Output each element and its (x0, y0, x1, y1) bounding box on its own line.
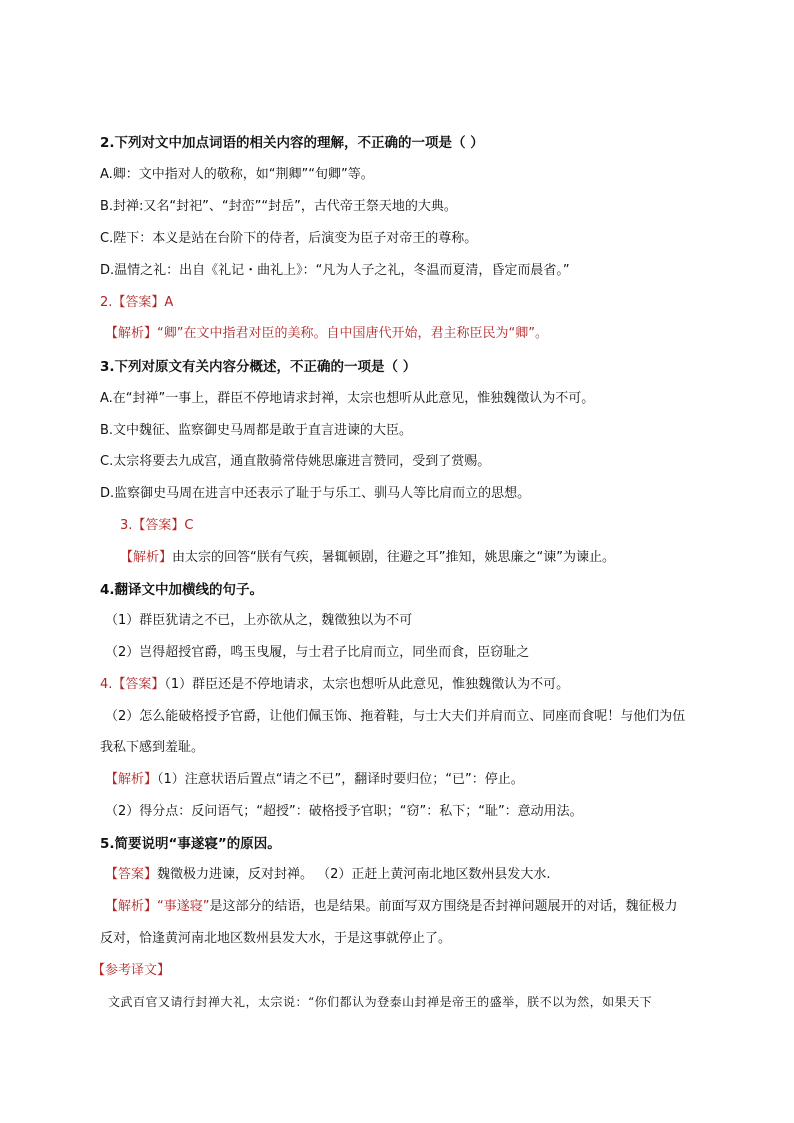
reference-text: 文武百官又请行封禅大礼，太宗说：“你们都认为登泰山封禅是帝王的盛举，朕不以为然，如果天下 (108, 995, 653, 1009)
answer-label: 【答案】 (105, 867, 158, 882)
question-4-answer-2b: 我私下感到羞耻。 (100, 740, 205, 755)
question-4-answer-2a: （2）怎么能破格授予官爵，让他们佩玉饰、拖着鞋，与士大夫们并肩而立、同座而食呢！与他们为伍 (105, 709, 686, 724)
analysis-quote: “事遂寝” (157, 899, 210, 914)
analysis-label: 【解析】 (105, 772, 158, 787)
analysis-text: 由太宗的回答“朕有气疾，暑辄顿剧，往避之耳”推知，姚思廉之“谏”为谏止。 (172, 550, 615, 565)
question-3-analysis (120, 549, 760, 567)
question-4-item-1: （1）群臣犹请之不已，上亦欲从之，魏徵独以为不可 (105, 613, 413, 628)
question-2-option-b: B.封禅:又名“封祀”、“封峦”“封岳”，古代帝王祭天地的大典。 (100, 199, 457, 214)
question-5-analysis-a (105, 898, 745, 916)
question-2-option-d: D.温情之礼：出自《礼记・曲礼上》：“凡为人子之礼，冬温而夏清，昏定而晨省。” (100, 263, 570, 278)
answer-text: （1）群臣还是不停地请求，太宗也想听从此意见，惟独魏徵认为不可。 (164, 677, 570, 692)
question-4-title: 4.翻译文中加横线的句子。 (100, 582, 264, 598)
question-5-answer (105, 866, 745, 884)
question-3-option-c: C.太宗将要去九成宫，通直散骑常侍姚思廉进言赞同，受到了赏赐。 (100, 454, 491, 469)
question-2-answer: 2.【答案】A (100, 295, 174, 310)
analysis-text: 是这部分的结语，也是结果。前面写双方围绕是否封禅问题展开的对话，魏征极力 (209, 899, 678, 914)
question-4-answer-1 (100, 676, 740, 694)
answer-text: 魏徵极力进谏，反对封禅。 （2）正赶上黄河南北地区数州县发大水. (157, 867, 551, 882)
reference-label: 【参考译文】 (92, 963, 171, 978)
question-2-option-c: C.陛下：本义是站在台阶下的侍者，后演变为臣子对帝王的尊称。 (100, 231, 478, 246)
question-5-title: 5.简要说明“事遂寝”的原因。 (100, 836, 281, 852)
question-4-item-2: （2）岂得超授官爵，鸣玉曳履，与士君子比肩而立，同坐而食，臣窃耻之 (105, 645, 530, 660)
question-3-option-b: B.文中魏征、监察御史马周都是敢于直言进谏的大臣。 (100, 423, 413, 438)
question-3-title: 3.下列对原文有关内容分概述，不正确的一项是（ ） (100, 359, 417, 375)
question-3-answer: 3.【答案】C (120, 518, 194, 533)
question-2-analysis (105, 325, 745, 343)
question-2-option-a: A.卿：文中指对人的敬称，如“荆卿”“旬卿”等。 (100, 167, 374, 182)
analysis-label: 【解析】 (105, 326, 158, 341)
answer-label: 4.【答案】 (100, 677, 165, 692)
question-4-analysis-1 (105, 771, 745, 789)
question-5-analysis-b: 反对，恰逢黄河南北地区数州县发大水，于是这事就停止了。 (100, 931, 452, 946)
question-3-option-a: A.在“封禅”一事上，群臣不停地请求封禅，太宗也想听从此意见，惟独魏徵认为不可。 (100, 391, 595, 406)
question-4-analysis-2: （2）得分点：反问语气；“超授”：破格授予官职；“窃”：私下；“耻”：意动用法。 (105, 804, 583, 819)
analysis-label: 【解析】 (105, 899, 158, 914)
analysis-text: （1）注意状语后置点“请之不已”，翻译时要归位；“已”：停止。 (157, 772, 524, 787)
analysis-label: 【解析】 (120, 550, 173, 565)
question-2-title: 2.下列对文中加点词语的相关内容的理解，不正确的一项是（ ） (100, 135, 484, 151)
analysis-text: “卿”在文中指君对臣的美称。自中国唐代开始，君主称臣民为“卿”。 (157, 326, 548, 341)
question-3-option-d: D.监察御史马周在进言中还表示了耻于与乐工、驯马人等比肩而立的思想。 (100, 486, 531, 501)
